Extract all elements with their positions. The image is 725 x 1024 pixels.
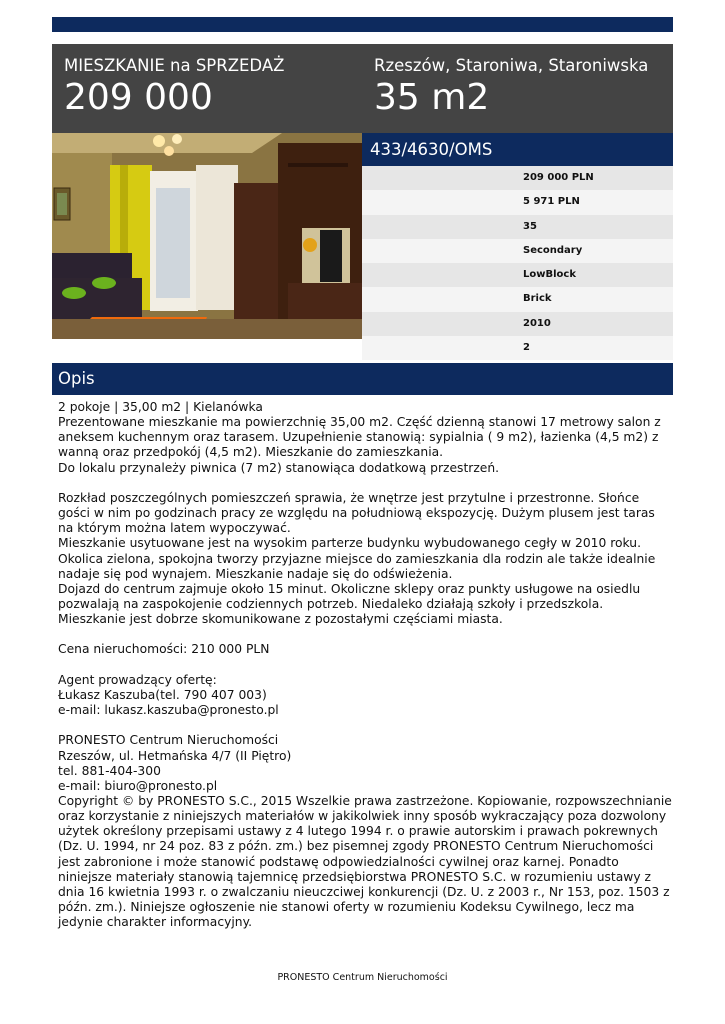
spacer bbox=[58, 476, 673, 491]
description-paragraph: Cena nieruchomości: 210 000 PLN bbox=[58, 642, 270, 657]
description-paragraph: Rozkład poszczególnych pomieszczeń sprawia, że wnętrze jest przytulne i przestronne. Słońce gości w nim po godzinach pracy ze względu na południową ekspozycję. Dużym plusem jest taras na którym można latem wypoczywać. bbox=[58, 490, 655, 536]
listing-location: Rzeszów, Staroniwa, Staroniwska bbox=[374, 56, 649, 75]
detail-row: 5 971 PLN bbox=[362, 190, 673, 214]
detail-row: LowBlock bbox=[362, 263, 673, 287]
property-photo bbox=[52, 133, 362, 339]
offer-id-bar: 433/4630/OMS bbox=[362, 133, 673, 166]
detail-row: Secondary bbox=[362, 239, 673, 263]
detail-row: 2010 bbox=[362, 312, 673, 336]
detail-row: Brick bbox=[362, 287, 673, 311]
description-body bbox=[58, 400, 673, 930]
description-paragraph: Rzeszów, ul. Hetmańska 4/7 (II Piętro) bbox=[58, 748, 292, 763]
details-table bbox=[362, 166, 673, 360]
description-paragraph: Dojazd do centrum zajmuje około 15 minut. Okoliczne sklepy oraz punkty usługowe na osiedlu pozwalają na zaspokojenie codziennych potrzeb. Niedaleko działają szkoły i przedszkola. Mieszkanie jest dobrze skomunikowane z pozostałymi częściami miasta. bbox=[58, 581, 641, 627]
description-paragraph: Agent prowadzący ofertę: bbox=[58, 672, 217, 687]
listing-header bbox=[52, 44, 673, 133]
description-paragraph: e-mail: lukasz.kaszuba@pronesto.pl bbox=[58, 703, 279, 718]
detail-row: 209 000 PLN bbox=[362, 166, 673, 190]
description-paragraph: Mieszkanie usytuowane jest na wysokim parterze budynku wybudowanego cegły w 2010 roku. Okolica zielona, spokojna tworzy przyjazne miejsce do zamieszkania dla rodzin ale także idealnie nadaje się pod wynajem. Mieszkanie nadaje się do odświeżenia. bbox=[58, 536, 656, 581]
description-paragraph: Łukasz Kaszuba(tel. 790 407 003) bbox=[58, 687, 267, 702]
description-paragraph: Do lokalu przynależy piwnica (7 m2) stanowiąca dodatkową przestrzeń. bbox=[58, 460, 500, 475]
detail-row: 35 bbox=[362, 215, 673, 239]
description-paragraph: Prezentowane mieszkanie ma powierzchnię 35,00 m2. Część dzienną stanowi 17 metrowy salon z aneksem kuchennym oraz tarasem. Uzupełnienie stanowią: sypialnia ( 9 m2), łazienka (4,5 m2) z wanną oraz przedpokój (4,5 m2). Mieszkanie do zamieszkania. bbox=[58, 415, 661, 460]
description-paragraph: Copyright © by PRONESTO S.C., 2015 Wszelkie prawa zastrzeżone. Kopiowanie, rozpowszechnianie oraz korzystanie z niniejszych materiałów w jakikolwiek inny sposób wykraczający poza dozwolony użytek określony przepisami ustawy z 4 lutego 1994 r. o prawie autorskim i prawach pokrewnych (Dz. U. 1994, nr 24 poz. 83 z późn. zm.) bez pisemnej zgody PRONESTO Centrum Nieruchomości jest zabronione i może stanowić podstawę odpowiedzialności cywilnej oraz karnej. Ponadto niniejsze materiały stanowią tajemnicę przedsiębiorstwa PRONESTO S.C. w rozumieniu ustawy z dnia 16 kwietnia 1993 r. o zwalczaniu nieuczciwej konkurencji (Dz. U. z 2003 r., Nr 153, poz. 1503 z późn. zm.). Niniejsze ogłoszenie nie stanowi oferty w rozumieniu Kodeksu Cywilnego, lecz ma jedynie charakter informacyjny. bbox=[58, 794, 672, 930]
spacer bbox=[58, 627, 673, 642]
header-left bbox=[64, 56, 284, 118]
top-accent-bar bbox=[52, 17, 673, 32]
listing-type: MIESZKANIE na SPRZEDAŻ bbox=[64, 56, 285, 75]
spacer bbox=[58, 718, 673, 733]
spacer bbox=[58, 658, 673, 673]
description-paragraph: e-mail: biuro@pronesto.pl bbox=[58, 778, 218, 793]
page-footer: PRONESTO Centrum Nieruchomości bbox=[277, 972, 448, 983]
header-right bbox=[374, 56, 648, 118]
listing-area: 35 m2 bbox=[374, 77, 490, 118]
detail-row: 2 bbox=[362, 336, 673, 360]
description-paragraph: PRONESTO Centrum Nieruchomości bbox=[58, 733, 279, 748]
description-paragraph: 2 pokoje | 35,00 m2 | Kielanówka bbox=[58, 400, 263, 414]
description-paragraph: tel. 881-404-300 bbox=[58, 763, 161, 778]
description-section-title: Opis bbox=[52, 363, 673, 395]
listing-price: 209 000 bbox=[64, 77, 213, 118]
